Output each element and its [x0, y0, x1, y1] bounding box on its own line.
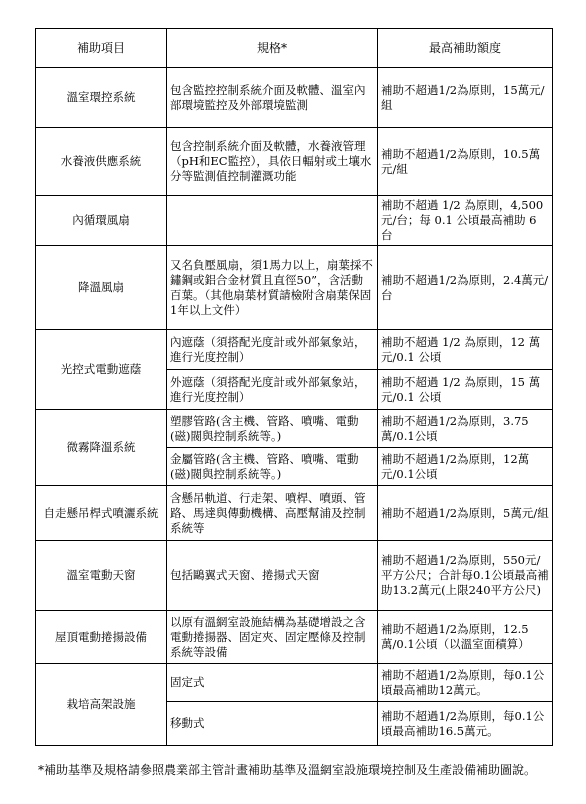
item-cell: 溫室環控系統: [36, 68, 167, 128]
table-row: [36, 330, 553, 370]
spec-cell: 塑膠管路(含主機、管路、噴嘴、電動(磁)閥與控制系統等。): [167, 410, 378, 448]
table-row: [36, 486, 553, 541]
item-cell: 降溫風扇: [36, 246, 167, 330]
spec-cell: 包含監控控制系統介面及軟體、溫室內部環境監控及外部環境監測: [167, 68, 378, 128]
spec-cell: 含懸吊軌道、行走架、噴桿、噴頭、管路、馬達與傳動機構、高壓幫浦及控制系統等: [167, 486, 378, 541]
item-cell: 微霧降溫系統: [36, 410, 167, 486]
spec-cell: 包含控制系統介面及軟體，水養液管理（pH和EC監控），具依日輻射或土壤水分等監測值控制灌溉功能: [167, 128, 378, 196]
item-cell: 自走懸吊桿式噴灑系統: [36, 486, 167, 541]
item-cell: 屋頂電動捲揚設備: [36, 611, 167, 664]
spec-cell: 固定式: [167, 664, 378, 702]
spec-cell: [167, 196, 378, 246]
spec-cell: 內遮蔭（須搭配光度計或外部氣象站，進行光度控制）: [167, 330, 378, 370]
amount-cell: 補助不超過1/2為原則，5萬元/組: [378, 486, 553, 541]
item-cell: 栽培高架設施: [36, 664, 167, 746]
table-row: [36, 611, 553, 664]
amount-cell: 補助不超過1/2為原則，每0.1公頃最高補助16.5萬元。: [378, 702, 553, 746]
amount-cell: 補助不超過 1/2 為原則，15 萬元/0.1 公頃: [378, 370, 553, 410]
spec-cell: 外遮蔭（須搭配光度計或外部氣象站，進行光度控制）: [167, 370, 378, 410]
item-cell: 內循環風扇: [36, 196, 167, 246]
amount-cell: 補助不超過1/2為原則，15萬元/組: [378, 68, 553, 128]
amount-cell: 補助不超過1/2為原則，每0.1公頃最高補助12萬元。: [378, 664, 553, 702]
header-spec: 規格*: [167, 29, 378, 68]
amount-cell: 補助不超過 1/2 為原則，12 萬元/0.1 公頃: [378, 330, 553, 370]
subsidy-table: [35, 28, 553, 746]
table-row: [36, 128, 553, 196]
item-cell: 水養液供應系統: [36, 128, 167, 196]
header-item: 補助項目: [36, 29, 167, 68]
amount-cell: 補助不超過1/2為原則，3.75萬/0.1公頃: [378, 410, 553, 448]
spec-cell: 以原有溫網室設施結構為基礎增設之含電動捲揚器、固定夾、固定壓條及控制系統等設備: [167, 611, 378, 664]
table-row: [36, 68, 553, 128]
footnote: *補助基準及規格請參照農業部主管計畫補助基準及溫網室設施環境控制及生產設備補助圖說。: [38, 763, 537, 777]
amount-cell: 補助不超過1/2為原則，550元/平方公尺；合計每0.1公頃最高補助13.2萬元(上限240平方公尺): [378, 541, 553, 611]
table-header-row: [36, 29, 553, 68]
spec-cell: 包括鷗翼式天窗、捲揚式天窗: [167, 541, 378, 611]
amount-cell: 補助不超過 1/2 為原則，4,500 元/台；每 0.1 公頃最高補助 6 台: [378, 196, 553, 246]
header-amount: 最高補助額度: [378, 29, 553, 68]
table-row: [36, 664, 553, 702]
amount-cell: 補助不超過1/2為原則，12.5萬/0.1公頃（以溫室面積算）: [378, 611, 553, 664]
spec-cell: 金屬管路(含主機、管路、噴嘴、電動(磁)閥與控制系統等。): [167, 448, 378, 486]
table-row: [36, 410, 553, 448]
amount-cell: 補助不超過1/2為原則，12萬元/0.1公頃: [378, 448, 553, 486]
item-cell: 溫室電動天窗: [36, 541, 167, 611]
amount-cell: 補助不超過1/2為原則，10.5萬元/組: [378, 128, 553, 196]
table-row: [36, 246, 553, 330]
spec-cell: 移動式: [167, 702, 378, 746]
table-row: [36, 196, 553, 246]
table-row: [36, 541, 553, 611]
item-cell: 光控式電動遮蔭: [36, 330, 167, 410]
amount-cell: 補助不超過1/2為原則，2.4萬元/台: [378, 246, 553, 330]
spec-cell: 又名負壓風扇，須1馬力以上，扇葉採不鏽鋼或鋁合金材質且直徑50”，含活動百葉。（其他扇葉材質請檢附含扇葉保固1年以上文件）: [167, 246, 378, 330]
